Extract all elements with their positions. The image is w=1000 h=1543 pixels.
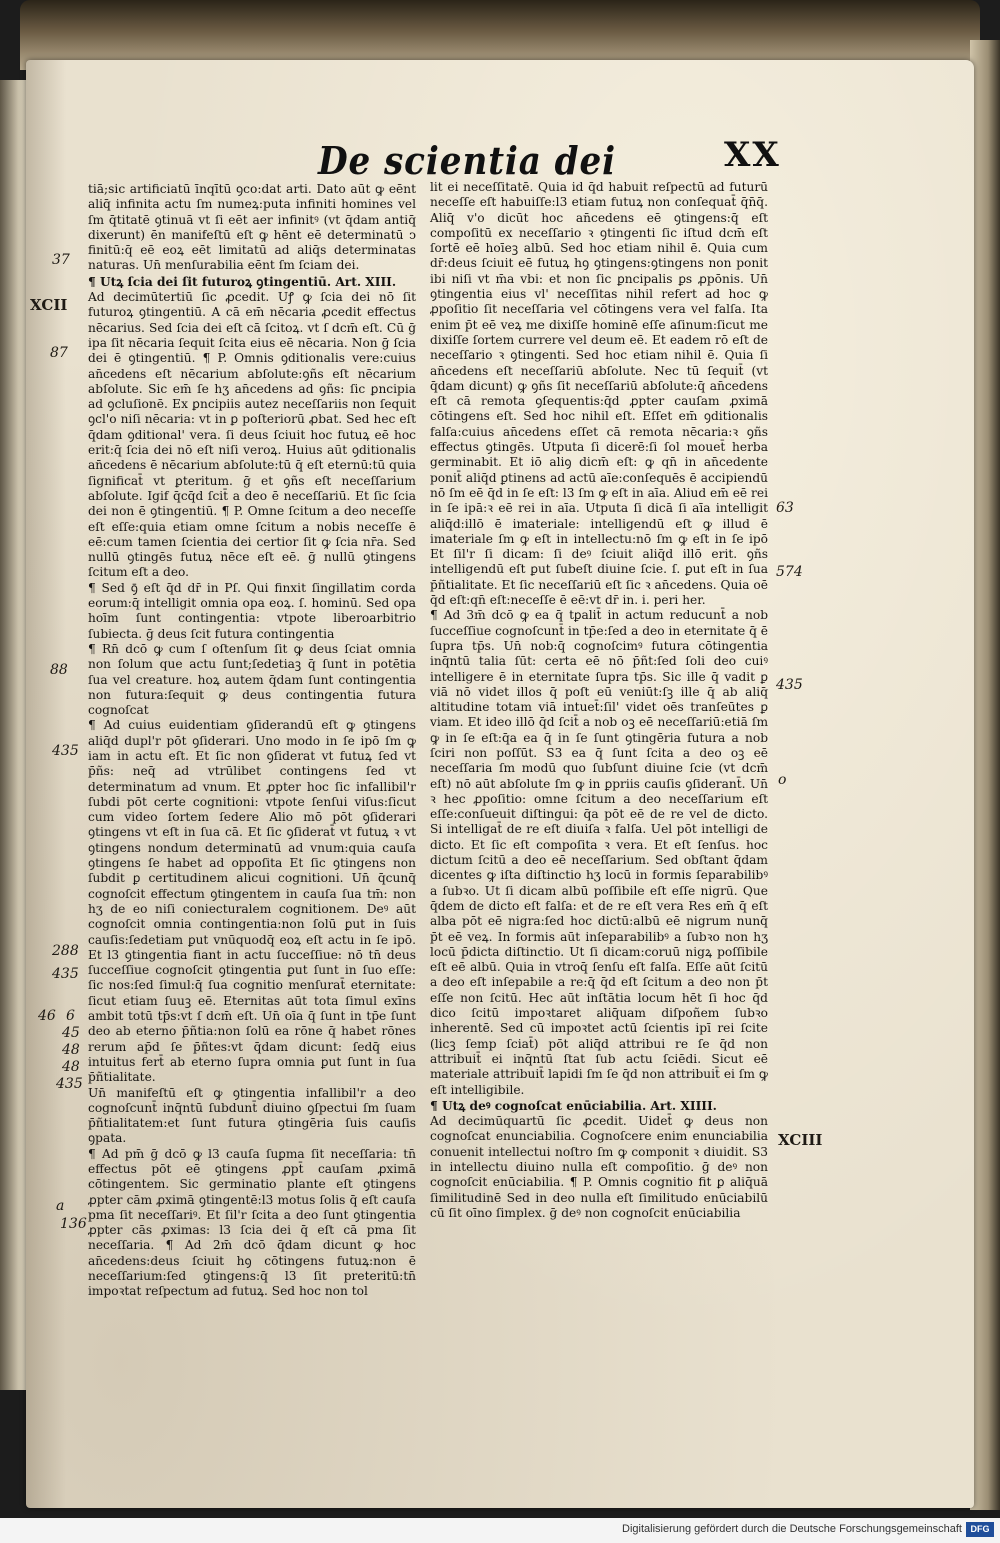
paragraph: ¶ Ad cuius euidentiam ꝯſiderandū eſt ꝙ ꝯtingens aliq̄d dupl'r pōt ꝯſiderari. Uno modo in ſe ipō ſm ꝙ iam in actu eſt. Et ſic non ꝯſiderat vt futuꝝ ſed vt p̄ñs: neq̄ ad vtrūlibet contingens ſed vt determinatum ad vnum. Et ꝓpter hoc ſic infallibil'r ſubdi pōt certe cognitioni: vtpote ſenſui viſus:ſicut cum video ſortem ſedere Alio mō pōt ꝯſiderari ꝯtingens vt eſt in ſua cā. Et ſic ꝯſiderat̄ vt futuꝝ ꝛ vt ꝯtingens nondum determinatū ad vnum:quia cauſa ꝯtingens ſe habet ad oppoſita Et ſic ꝯtingens non ſubdit ꝑ certitudinem alicui cognitioni. Un̄ q̄cunq̄ cognoſcit effectum ꝯtingentem in cauſa ſua tm̄: non hʒ de eo niſi coniecturalem cognitionem. Deꝰ aūt cognoſcit omnia contingentia:non ſolū ꝑut in ſuis cauſis:ſedetiam ꝑut vnūquodq̄ eoꝝ eſt actu in ſe ipō. Et l3 ꝯtingentia fiant in actu ſucceſſiue: nō tn̄ deus ſucceſſiue cognoſcit ꝯtingentia ꝑut ſunt in ſuo eſſe: ſic nos:ſed ſimul:q̄ ſua cognitio menſurat̄ eternitate: ſicut etiam ſuuꝫ eē. Eternitas aūt tota ſimul exīns ambit totū tp̄s:vt ſ dcm̄ eſt. Un̄ oīa q̄ ſunt in tp̄e ſunt deo ab eterno p̄ñtia:non ſolū ea rōne q̄ habet rōnes rerum ap̄d ſe p̄ñtes:vt q̄dam dicunt: ſedq̄ eius intuitus fert̄ ab eterno ſupra omnia ꝑut ſunt in ſua p̄ñtialitate. bbox=[88, 718, 416, 1085]
dfg-logo-icon: DFG bbox=[966, 1522, 994, 1537]
margin-note: 48 bbox=[62, 1059, 80, 1075]
left-text-column bbox=[88, 182, 416, 1299]
margin-note: 435 bbox=[52, 966, 79, 982]
paragraph: Ad decimūtertiū ſic ꝓcedit. Uꝭ ꝙ ſcia dei nō ſit futuroꝝ ꝯtingentiū. A cā em̄ nēcaria ꝓcedit effectus nēcarius. Sed ſcia dei eſt cā ſcitoꝝ. vt ſ dcm̄ eſt. Cū ḡ ipa ſit nēcaria ſequit ſcita eius eē nēcaria. Non ḡ ſcia dei ē ꝯtingentiū. ¶ P. Omnis ꝯditionalis vere:cuius an̄cedens eſt nēcarium abſolute:ꝯñs eſt nēcarium abſolute. Sic em̄ ſe hʒ an̄cedens ad ꝯñs: ſic ꝑncipia ad ꝯcluſionē. Ex ꝑncipiis autez neceſſariis non ſequit ꝯcl'o niſi nēcaria: vt in ꝑ poſteriorū ꝓbat. Sed hec eſt q̄dam ꝯditional' vera. ſi deus ſciuit hoc futuꝝ eē hoc erit:q̄ ſcia dei nō eſt niſi veroꝝ. Huius aūt ꝯditionalis an̄cedens ē nēcarium abſolute:tū q̄ eſt eternū:tū quia ſignificat̄ vt ꝑteritum. ḡ et ꝯñs eſt neceſſarium abſolute. Igif q̄cq̄d ſcit̄ a deo ē neceſſariū. Et ſic ſcia dei non ē ꝯtingentiū. ¶ P. Omne ſcitum a deo neceſſe eſt eſſe:quia etiam omne ſcitum a nobis neceſſe ē eē:cum tamen ſcientia dei certior ſit ꝙ ſcia nr̄a. Sed nullū ꝯtingēs futuꝝ nēce eſt eē. ḡ nullū ꝯtingens ſcitum eſt a deo. bbox=[88, 290, 416, 580]
paragraph: ¶ Ad pm̄ ḡ dcō ꝙ l3 cauſa ſuꝑma ſit neceſſaria: tn̄ effectus pōt eē ꝯtingens ꝓpt̄ cauſam ꝓximā cōtingentem. Sic germinatio plante eſt ꝯtingens ꝓpter cām ꝓximā ꝯtingentē:l3 motus ſolis q̄ eſt cauſa pma ſit neceſſariꝰ. Et ſil'r ſcita a deo ſunt ꝯtingentia ꝓpter cās ꝓximas: l3 ſcia dei q̄ eſt cā pma ſit neceſſaria. ¶ Ad 2m̄ dcō q̄dam dicunt ꝙ hoc an̄cedens:deus ſciuit hꝯ cōtingens futuꝝ:non ē neceſſarium:ſed ꝯtingens:q̄ l3 ſit preteritū:tn̄ impoꝛtat reſpectum ad futuꝝ. Sed hoc non tol bbox=[88, 1146, 416, 1299]
right-text-column bbox=[430, 180, 768, 1280]
margin-note: a bbox=[56, 1198, 65, 1214]
digitization-credit: Digitalisierung gefördert durch die Deutsche Forschungsgemeinschaft bbox=[622, 1523, 962, 1535]
paragraph: lit ei neceſſitatē. Quia id q̄d habuit reſpectū ad futurū neceſſe eſt habuiſſe:l3 etiam futuꝝ non conſequat̄ q̄n̄q̄. Aliq̄ v'o dicūt hoc an̄cedens eē ꝯtingens:q̄ eſt compoſitū ex neceſſario ꝛ ꝯtingenti ſic iſtud dcm̄ eſt ſortē eē hoīeꝫ albū. Sed hoc etiam nihil ē. Quia cum dr̄:deus ſciuit eē futuꝝ hꝯ ꝯtingens:ꝯtingens non ponit ibi niſi vt m̄a vbi: et non ſic ꝑncipalis ꝑs ꝓpōnis. Un̄ ꝯtingentia eius vl' neceſſitas nihil refert ad hoc ꝙ ꝓpoſitio ſit neceſſaria vel cōtingens vera vel falſa. Ita enim p̄t eē veꝝ me dixiſſe hominē eſſe aſinum:ſicut me dixiſſe ſortem currere vel deum eē. Et eadem rō eſt de neceſſario ꝛ ꝯtingenti. Sed hoc etiam nihil ē. Quia ſi an̄cedens eſt neceſſariū abſolute. Nec tū ſequit̄ (vt q̄dam dicunt) ꝙ ꝯñs ſit neceſſariū abſolute:q̄ an̄cedens eſt cā remota ꝯſequentis:q̄d ꝓpter cauſam ꝓximā cōtingens eſt. Sed hoc nihil eſt. Eſſet em̄ ꝯditionalis falſa:cuius an̄cedens eſſet cā remota nēcaria:ꝛ ꝯñs effectus ꝯtingēs. Utputa ſi dicerē:ſi ſol mouet̄ herba germinabit. Et iō aliꝯ dicm̄ eſt: ꝙ qn̄ in an̄cedente ponit̄ aliq̄d ꝑtinens ad actū aīe:conſequēs ē accipiendū nō ſm eē q̄d in ſe eſt: l3 ſm ꝙ eſt in aīa. Aliud em̄ eē rei in ſe ipā:ꝛ eē rei in aīa. Utputa ſi dicā ſi aīa intelligit aliq̄d:illō ē imateriale: intelligendū eſt ꝙ illud ē imateriale ſm ꝙ eſt in intellectu:nō ſm ꝙ eſt in ſe ipō Et ſil'r ſi dicam: ſi deꝰ ſciuit aliq̄d illō erit. ꝯñs intelligendū eſt ꝑut ſubeſt diuine ſcie. ſ. ꝑut eſt in ſua p̄ñtialitate. Et ſic neceſſariū eſt ſic ꝛ an̄cedens. Quia oē q̄d eſt:qn̄ eſt:neceſſe ē eē:vt dr̄ in. i. peri her. bbox=[430, 180, 768, 608]
paragraph: ¶ Sed ꝯ̄ eſt q̄d dr̄ in Pſ. Qui finxit ſingillatim corda eorum:q̄ intelligit omnia opa eoꝝ. ſ. hominū. Sed opa hoīm ſunt contingentia: vtpote liberoarbitrio ſubiecta. ḡ deus ſcit futura contingentia bbox=[88, 580, 416, 641]
article-heading: ¶ Utꝝ ſcia dei ſit futuroꝝ ꝯtingentiū. Art. XIII. bbox=[88, 274, 397, 289]
paragraph: Un̄ manifeſtū eſt ꝙ ꝯtingentia infallibil'r a deo cognoſcunt̄ inq̄ntū ſubdunt̄ diuino ꝯſpectui ſm ſuam p̄ñtialitatem:et ſunt futura ꝯtingēria ſuis cauſis ꝯpata. bbox=[88, 1085, 416, 1146]
margin-note: 435 bbox=[56, 1076, 83, 1092]
margin-note: XCIII bbox=[778, 1131, 823, 1149]
margin-note: 87 bbox=[50, 345, 68, 361]
margin-note: 48 bbox=[62, 1042, 80, 1058]
book-fore-edge bbox=[970, 40, 1000, 1510]
margin-note: XCII bbox=[30, 296, 68, 314]
paragraph: ¶ Ad 3m̄ dcō ꝙ ea q̄ tꝑalit̄ in actum reducunt̄ a nob ſucceſſiue cognoſcunt̄ in tp̄e:ſed a deo in eternitate q̄ ē ſupra tp̄s. Un̄ nob:q̄ cognoſcimꝰ futura cōtingentia inq̄ntū talia ſūt: certa eē nō p̄ñt:ſed ſoli deo cuiꝰ intelligere ē in eternitate ſupra tp̄s. Sic ille q̄ vadit ꝑ viā nō videt illos q̄ poſt eū veniūt:ſꝫ ille q̄ ab aliq̄ altitudine totam viā intuet̄:ſil' videt oēs tranſeūtes ꝑ viam. Et ideo illō q̄d ſcit̄ a nob oꝫ eē neceſſariū:etiā ſm ꝙ in ſe eſt:q̄a ea q̄ in ſe ſunt ꝯtingēria futura a nob ſciri non poſſūt. S3 ea q̄ ſunt ſcita a deo oꝫ eē neceſſaria ſm modū quo ſubſunt diuine ſcie (vt dcm̄ eſt) nō aūt abſolute ſm ꝙ in ꝑpriis cauſis ꝯſiderant̄. Un̄ ꝛ hec ꝓpoſitio: omne ſcitum a deo neceſſarium eſt eſſe:conſueuit diſtingui: q̄a pōt eē de re vel de dicto. Si intelligat̄ de re eſt diuiſa ꝛ falſa. Uel pōt intelligi de dicto. Et ſic eſt compoſita ꝛ vera. Et eſt ſenſus. hoc dictum ſcitū a deo eē neceſſarium. Sed obſtant q̄dam dicentes ꝙ iſta diſtinctio hʒ locū in formis ſeparabilibꝰ a ſubꝛo. Ut ſi dicam albū poſſibile eſt eſſe nigrū. Que q̄dem de dicto eſt falſa: et de re eſt vera Res em̄ q̄ eſt alba pōt eē nigra:ſed hoc dictū:albū eē nigrum nunq̄ p̄t eē veꝝ. In formis aūt inſeparabilibꝰ a ſubꝛo non hʒ locū p̄dicta diſtinctio. Ut ſi dicam:coruū nigꝝ poſſibile eſt eē albū. Quia in vtroq̄ ſenſu eſt falſa. Eſſe aūt ſcitū a deo eſt inſepabile a re:q̄ q̄d eſt ſcitum a deo non p̄t eſſe non ſcitū. Hec aūt inſtātia locum hēt ſi hoc q̄d dico ſcitū impoꝛtaret aliq̄uam diſpoñem ſubꝛo inherentē. Sed cū impoꝛtet actū ſcientis ipī rei ſcite (licꝫ ſemp ſciat̄) pōt aliq̄d attribui re ſe q̄d non attribuit̄ ei inq̄ntū ſtat ſub actu ſciēdi. Sicut eē materiale attribuit̄ lapidi ſm ſe q̄d non attribuit̄ ei ſm ꝙ eſt intelligibile. bbox=[430, 608, 768, 1097]
digitization-footer bbox=[0, 1518, 1000, 1543]
margin-note: 46 bbox=[38, 1008, 56, 1024]
margin-note: 288 bbox=[52, 943, 79, 959]
margin-note: 6 bbox=[66, 1008, 75, 1024]
running-head: De scientia dei bbox=[318, 138, 617, 183]
margin-note: 435 bbox=[52, 743, 79, 759]
folio-number: XX bbox=[724, 135, 781, 175]
margin-note: 88 bbox=[50, 662, 68, 678]
paragraph: Ad decimūquartū ſic ꝓcedit. Uidet̄ ꝙ deus non cognoſcat enunciabilia. Cognoſcere enim enunciabilia conuenit intellectui noſtro ſm ꝙ componit ꝛ diuidit. S3 in intellectu diuino nulla eſt compoſitio. ḡ deꝰ non cognoſcit enūciabilia. ¶ P. Omnis cognitio fit ꝑ aliq̄uā ſimilitudinē Sed in deo nulla eſt ſimilitudo enūciabilū cū ſit oīno ſimplex. ḡ deꝰ non cognoſcit enūciabilia bbox=[430, 1114, 768, 1220]
margin-note: 136 bbox=[60, 1216, 87, 1232]
margin-note: 435 bbox=[776, 677, 803, 693]
margin-note: 37 bbox=[52, 252, 70, 268]
article-heading: ¶ Utꝝ deꝰ cognoſcat enūciabilia. Art. XIIII. bbox=[430, 1098, 717, 1113]
margin-note: o bbox=[778, 772, 787, 788]
margin-note: 63 bbox=[776, 500, 794, 516]
margin-note: 45 bbox=[62, 1025, 80, 1041]
paragraph: tiā;sic artificiatū īnqītū ꝯco:dat arti. Dato aūt ꝙ eēnt aliq̄ infinita actu ſm numeꝝ:puta infiniti homines vel ſm q̄titatē ꝯtinuā vt ſi eēt aer infinitꝰ (vt q̄dam antiq̄ dixerunt) ēn manifeſtū eſt ꝙ hēnt eē determinatū ↄ finitū:q̄ eē eoꝝ eēt limitatū ad aliq̄s determinatas naturas. Un̄ menſurabilia eēnt ſm ſciam dei. bbox=[88, 182, 416, 273]
margin-note: 574 bbox=[776, 564, 803, 580]
paragraph: ¶ Rn̄ dcō ꝙ cum ſ oſtenſum ſit ꝙ deus ſciat omnia non ſolum que actu ſunt;ſedetiaꝫ q̄ ſunt in potētia ſua vel creature. hoꝝ autem q̄dam ſunt contingentia non futura:ſequit ꝙ deus contingentia futura cognoſcat bbox=[88, 641, 416, 718]
